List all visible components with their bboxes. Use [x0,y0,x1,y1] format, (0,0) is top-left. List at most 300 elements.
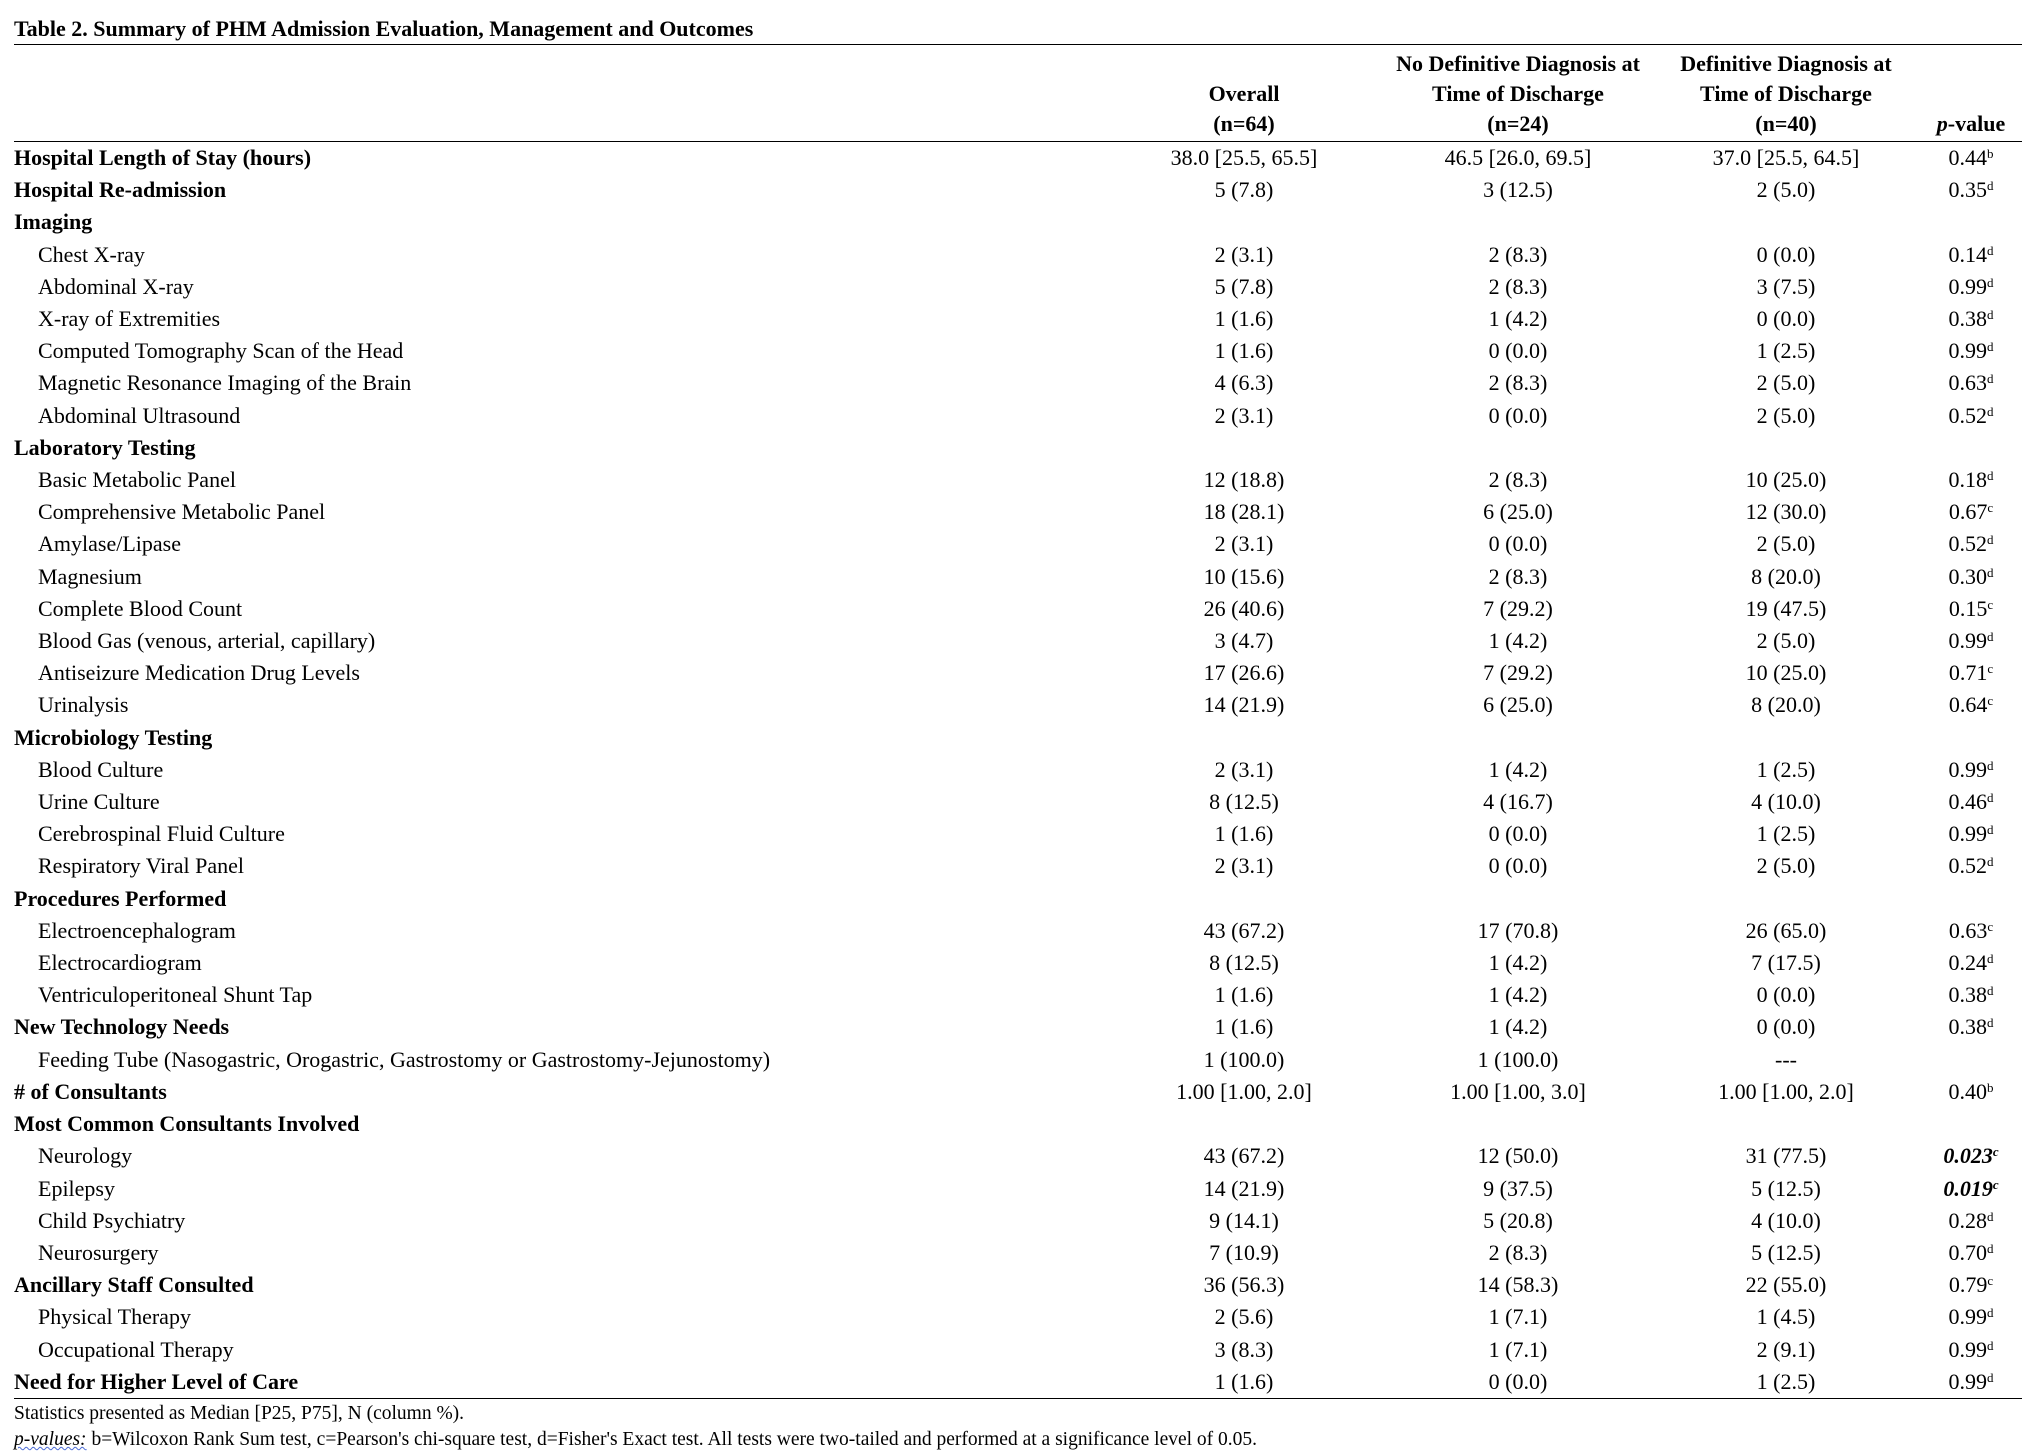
cell-no-diagnosis: 1 (4.2) [1488,950,1548,976]
cell-definitive-diagnosis: 2 (5.0) [1756,531,1816,557]
p-value-text: 0.79 [1948,1272,1988,1298]
header-diagnosis-line2: Time of Discharge [1700,81,1872,106]
footnote-pvalues-label: p-values: [14,1428,87,1450]
table-row [14,496,2022,528]
cell-p-value [1920,367,2022,399]
header-row [14,45,2022,142]
row-label: Electroencephalogram [38,917,236,943]
row-label: Urine Culture [38,789,160,815]
cell-overall: 43 (67.2) [1203,1143,1285,1169]
row-label: Chest X-ray [38,241,145,267]
p-value-test-marker: b [1987,1079,1994,1095]
cell-p-value [1920,1044,2022,1076]
cell-p-value [1920,883,2022,915]
p-value-test-marker: d [1987,371,1994,387]
cell-overall: 26 (40.6) [1203,595,1285,621]
table-row [14,657,2022,689]
p-value-text: 0.52 [1948,853,1987,879]
p-value-text: 0.38 [1948,306,1987,332]
p-value-text: 0.67 [1948,499,1988,525]
cell-no-diagnosis: 2 (8.3) [1488,241,1548,267]
p-value-text: 0.70 [1948,1239,1987,1265]
row-label: Basic Metabolic Panel [38,467,236,493]
cell-no-diagnosis: 46.5 [26.0, 69.5] [1444,145,1592,170]
row-label: Abdominal X-ray [38,273,194,299]
cell-definitive-diagnosis: 22 (55.0) [1745,1272,1827,1298]
cell-overall: 1 (1.6) [1214,1014,1274,1040]
cell-p-value [1920,979,2022,1011]
cell-overall: 3 (4.7) [1214,628,1274,654]
cell-p-value [1920,142,2022,175]
p-value-test-marker: c [1992,1176,1999,1192]
table-row [14,528,2022,560]
cell-p-value [1920,400,2022,432]
table-row [14,1140,2022,1172]
cell-p-value [1920,1076,2022,1108]
cell-overall: 2 (5.6) [1214,1304,1274,1330]
cell-p-value [1920,1108,2022,1140]
cell-definitive-diagnosis: 10 (25.0) [1745,660,1827,686]
p-value-test-marker: d [1987,1369,1994,1385]
table-row [14,1205,2022,1237]
cell-overall: 2 (3.1) [1214,853,1274,879]
cell-definitive-diagnosis: 5 (12.5) [1751,1239,1821,1265]
cell-definitive-diagnosis: 8 (20.0) [1751,692,1821,718]
table-row [14,1366,2022,1399]
cell-overall: 1 (100.0) [1203,1046,1285,1072]
cell-overall: 10 (15.6) [1203,563,1285,589]
row-label: New Technology Needs [14,1014,230,1040]
p-value-test-marker: c [1987,661,1994,677]
row-label: Imaging [14,209,93,235]
cell-no-diagnosis [1384,206,1652,238]
cell-overall: 5 (7.8) [1214,177,1274,203]
table-row [14,818,2022,850]
cell-no-diagnosis: 6 (25.0) [1483,499,1553,525]
cell-definitive-diagnosis: 0 (0.0) [1756,982,1816,1008]
table-row [14,689,2022,721]
cell-p-value [1920,818,2022,850]
table-row [14,722,2022,754]
cell-p-value [1920,528,2022,560]
table-row [14,303,2022,335]
table-row [14,979,2022,1011]
table-row [14,1269,2022,1301]
p-value-text: 0.64 [1948,692,1988,718]
p-value-test-marker: d [1987,854,1994,870]
row-label: Feeding Tube (Nasogastric, Orogastric, Gastrostomy or Gastrostomy-Jejunostomy) [38,1046,771,1072]
cell-overall: 2 (3.1) [1214,402,1274,428]
table-row [14,1173,2022,1205]
row-label: Most Common Consultants Involved [14,1111,360,1137]
cell-overall: 2 (3.1) [1214,756,1274,782]
cell-no-diagnosis: 0 (0.0) [1488,821,1548,847]
cell-definitive-diagnosis: 1 (2.5) [1756,756,1816,782]
row-label: Cerebrospinal Fluid Culture [38,821,285,847]
table-row [14,206,2022,238]
header-no-diagnosis-line2: Time of Discharge [1432,81,1604,106]
p-value-test-marker: d [1987,790,1994,806]
table-row [14,625,2022,657]
p-value-text: 0.38 [1948,1014,1987,1040]
row-label: Amylase/Lipase [38,531,181,557]
cell-no-diagnosis: 4 (16.7) [1483,789,1553,815]
p-value-test-marker: c [1987,693,1994,709]
table-row [14,335,2022,367]
row-label: Child Psychiatry [38,1207,186,1233]
cell-definitive-diagnosis: 2 (5.0) [1756,177,1816,203]
row-label: Procedures Performed [14,885,227,911]
p-value-text: 0.52 [1948,531,1987,557]
cell-overall: 8 (12.5) [1209,950,1279,976]
row-label: Need for Higher Level of Care [14,1368,299,1394]
p-value-text: 0.24 [1948,950,1987,976]
p-value-test-marker: d [1987,1240,1994,1256]
cell-no-diagnosis: 1 (7.1) [1488,1304,1548,1330]
cell-p-value [1920,335,2022,367]
table-row [14,883,2022,915]
cell-no-diagnosis: 1.00 [1.00, 3.0] [1450,1078,1586,1104]
cell-overall: 3 (8.3) [1214,1336,1274,1362]
p-value-test-marker: d [1987,178,1994,194]
cell-definitive-diagnosis: 1.00 [1.00, 2.0] [1718,1078,1854,1104]
cell-no-diagnosis: 1 (4.2) [1488,756,1548,782]
cell-p-value [1920,593,2022,625]
table-row [14,1237,2022,1269]
cell-overall: 38.0 [25.5, 65.5] [1170,145,1318,170]
p-value-text: 0.99 [1948,1304,1987,1330]
p-value-text: 0.30 [1948,563,1987,589]
cell-definitive-diagnosis [1652,432,1920,464]
cell-p-value [1920,1269,2022,1301]
cell-definitive-diagnosis: 8 (20.0) [1751,563,1821,589]
results-table [14,45,2022,1399]
table-row [14,786,2022,818]
table-body [14,142,2022,1399]
cell-definitive-diagnosis: 4 (10.0) [1751,1207,1821,1233]
row-label: Ancillary Staff Consulted [14,1272,254,1298]
header-p-value [1920,45,2022,142]
cell-p-value [1920,754,2022,786]
cell-definitive-diagnosis: 1 (4.5) [1756,1304,1816,1330]
cell-no-diagnosis: 0 (0.0) [1488,402,1548,428]
cell-no-diagnosis: 2 (8.3) [1488,273,1548,299]
table-row [14,947,2022,979]
table-row [14,850,2022,882]
cell-p-value [1920,657,2022,689]
cell-p-value [1920,1205,2022,1237]
table-row [14,174,2022,206]
cell-definitive-diagnosis: 3 (7.5) [1756,273,1816,299]
table-row [14,754,2022,786]
table-row [14,1011,2022,1043]
cell-p-value [1920,432,2022,464]
header-overall-line1: Overall [1208,81,1280,106]
cell-p-value [1920,947,2022,979]
header-no-diagnosis-line3: (n=24) [1487,111,1549,136]
table-document [14,14,2022,1453]
p-value-test-marker: d [1987,1337,1994,1353]
row-label: Epilepsy [38,1175,115,1201]
cell-overall: 14 (21.9) [1203,1175,1285,1201]
row-label: # of Consultants [14,1078,167,1104]
p-value-text: 0.63 [1948,917,1988,943]
cell-overall: 4 (6.3) [1214,370,1274,396]
header-overall-line2: (n=64) [1213,111,1275,136]
cell-overall: 2 (3.1) [1214,241,1274,267]
cell-no-diagnosis: 1 (4.2) [1488,628,1548,654]
row-label: Microbiology Testing [14,724,213,750]
p-value-test-marker: c [1987,918,1994,934]
cell-overall [1104,432,1384,464]
p-value-test-marker: d [1987,307,1994,323]
cell-definitive-diagnosis: 7 (17.5) [1751,950,1821,976]
cell-definitive-diagnosis: 5 (12.5) [1751,1175,1821,1201]
p-value-text: 0.14 [1948,241,1987,267]
p-value-test-marker: c [1987,500,1994,516]
table-row [14,367,2022,399]
cell-definitive-diagnosis: 31 (77.5) [1745,1143,1827,1169]
cell-p-value [1920,850,2022,882]
p-value-test-marker: d [1987,532,1994,548]
cell-overall: 9 (14.1) [1209,1207,1279,1233]
cell-p-value [1920,303,2022,335]
cell-no-diagnosis: 12 (50.0) [1477,1143,1559,1169]
row-label: Urinalysis [38,692,129,718]
header-definitive-diagnosis [1652,45,1920,142]
cell-p-value [1920,1173,2022,1205]
p-value-text: 0.46 [1948,789,1987,815]
p-value-test-marker: c [1992,1144,1999,1160]
cell-overall: 17 (26.6) [1203,660,1285,686]
p-value-text: 0.99 [1948,1336,1987,1362]
header-overall [1104,45,1384,142]
header-diagnosis-line1: Definitive Diagnosis at [1680,51,1892,76]
p-value-text: 0.38 [1948,982,1987,1008]
header-p-italic: p [1936,111,1948,136]
cell-no-diagnosis: 0 (0.0) [1488,853,1548,879]
cell-overall: 1 (1.6) [1214,982,1274,1008]
cell-overall: 1 (1.6) [1214,821,1274,847]
cell-no-diagnosis: 0 (0.0) [1488,531,1548,557]
p-value-text: 0.99 [1948,338,1987,364]
cell-no-diagnosis: 7 (29.2) [1483,595,1553,621]
table-row [14,1044,2022,1076]
cell-overall: 18 (28.1) [1203,499,1285,525]
cell-definitive-diagnosis: 37.0 [25.5, 64.5] [1712,145,1860,170]
p-value-text: 0.99 [1948,1368,1987,1394]
cell-p-value [1920,786,2022,818]
cell-definitive-diagnosis: 2 (5.0) [1756,402,1816,428]
cell-p-value [1920,1334,2022,1366]
row-label: Magnesium [38,563,142,589]
header-no-diagnosis-line1: No Definitive Diagnosis at [1396,51,1640,76]
p-value-text: 0.99 [1948,756,1987,782]
table-row [14,432,2022,464]
p-value-test-marker: c [1987,596,1994,612]
p-value-test-marker: d [1987,564,1994,580]
row-label: Respiratory Viral Panel [38,853,245,879]
cell-definitive-diagnosis: 12 (30.0) [1745,499,1827,525]
cell-no-diagnosis: 1 (7.1) [1488,1336,1548,1362]
cell-no-diagnosis: 2 (8.3) [1488,1239,1548,1265]
cell-overall: 1.00 [1.00, 2.0] [1176,1078,1312,1104]
cell-definitive-diagnosis: 2 (5.0) [1756,853,1816,879]
row-label: Physical Therapy [38,1304,191,1330]
cell-overall [1104,722,1384,754]
cell-definitive-diagnosis: 2 (5.0) [1756,370,1816,396]
p-value-text: 0.99 [1948,628,1987,654]
p-value-text: 0.019 [1943,1175,1993,1201]
cell-definitive-diagnosis: 1 (2.5) [1756,1368,1816,1394]
cell-overall: 12 (18.8) [1203,467,1285,493]
cell-overall: 1 (1.6) [1214,306,1274,332]
table-row [14,561,2022,593]
row-label: Computed Tomography Scan of the Head [38,338,404,364]
cell-definitive-diagnosis [1652,206,1920,238]
cell-overall: 8 (12.5) [1209,789,1279,815]
p-value-test-marker: d [1987,468,1994,484]
cell-overall: 14 (21.9) [1203,692,1285,718]
p-value-text: 0.52 [1948,402,1987,428]
row-label: Complete Blood Count [38,595,243,621]
p-value-test-marker: d [1987,242,1994,258]
p-value-text: 0.99 [1948,273,1987,299]
row-label: Blood Gas (venous, arterial, capillary) [38,628,376,654]
cell-p-value [1920,206,2022,238]
table-row [14,1301,2022,1333]
p-value-test-marker: d [1987,629,1994,645]
cell-no-diagnosis: 7 (29.2) [1483,660,1553,686]
cell-p-value [1920,496,2022,528]
cell-definitive-diagnosis: 19 (47.5) [1745,595,1827,621]
header-diagnosis-line3: (n=40) [1755,111,1817,136]
header-no-diagnosis [1384,45,1652,142]
table-row [14,464,2022,496]
p-value-text: 0.18 [1948,467,1987,493]
row-label: Neurosurgery [38,1239,159,1265]
cell-no-diagnosis: 2 (8.3) [1488,370,1548,396]
cell-overall: 7 (10.9) [1209,1239,1279,1265]
p-value-text: 0.44 [1948,145,1987,170]
cell-no-diagnosis: 0 (0.0) [1488,1368,1548,1394]
cell-definitive-diagnosis: 2 (9.1) [1756,1336,1816,1362]
cell-definitive-diagnosis: 0 (0.0) [1756,1014,1816,1040]
cell-definitive-diagnosis: 4 (10.0) [1751,789,1821,815]
table-row [14,271,2022,303]
cell-definitive-diagnosis: 1 (2.5) [1756,338,1816,364]
table-row [14,239,2022,271]
cell-no-diagnosis: 14 (58.3) [1477,1272,1559,1298]
cell-overall: 5 (7.8) [1214,273,1274,299]
row-label: Antiseizure Medication Drug Levels [38,660,360,686]
p-value-test-marker: d [1987,983,1994,999]
p-value-text: 0.40 [1948,1078,1987,1104]
table-row [14,1076,2022,1108]
cell-no-diagnosis: 3 (12.5) [1483,177,1553,203]
cell-p-value [1920,561,2022,593]
cell-overall: 2 (3.1) [1214,531,1274,557]
row-label: Electrocardiogram [38,950,202,976]
header-p-rest: -value [1947,111,2006,136]
cell-no-diagnosis [1384,1108,1652,1140]
p-value-test-marker: d [1987,1015,1994,1031]
cell-p-value [1920,915,2022,947]
cell-definitive-diagnosis: 26 (65.0) [1745,917,1827,943]
cell-overall: 36 (56.3) [1203,1272,1285,1298]
cell-no-diagnosis [1384,883,1652,915]
footnote-pvalues-text: b=Wilcoxon Rank Sum test, c=Pearson's chi-square test, d=Fisher's Exact test. All tests were two-tailed and performed at a significance level of 0.05. [86,1428,1258,1450]
p-value-test-marker: d [1987,274,1994,290]
cell-p-value [1920,464,2022,496]
cell-no-diagnosis: 9 (37.5) [1483,1175,1553,1201]
cell-definitive-diagnosis: 1 (2.5) [1756,821,1816,847]
p-value-test-marker: c [1987,1273,1994,1289]
p-value-test-marker: b [1987,146,1994,161]
row-label: Occupational Therapy [38,1336,234,1362]
cell-no-diagnosis: 1 (4.2) [1488,1014,1548,1040]
row-label: Abdominal Ultrasound [38,402,241,428]
cell-p-value [1920,1011,2022,1043]
cell-no-diagnosis: 6 (25.0) [1483,692,1553,718]
table-row [14,1334,2022,1366]
p-value-test-marker: d [1987,757,1994,773]
cell-p-value [1920,1237,2022,1269]
cell-definitive-diagnosis: 10 (25.0) [1745,467,1827,493]
cell-p-value [1920,239,2022,271]
cell-no-diagnosis [1384,722,1652,754]
p-value-test-marker: d [1987,339,1994,355]
table-caption: Table 2. Summary of PHM Admission Evaluation, Management and Outcomes [14,14,2022,45]
cell-overall [1104,883,1384,915]
table-row [14,915,2022,947]
cell-definitive-diagnosis [1652,722,1920,754]
row-label: Blood Culture [38,756,164,782]
footnote-statistics: Statistics presented as Median [P25, P75], N (column %). [14,1402,465,1424]
cell-p-value [1920,689,2022,721]
cell-p-value [1920,625,2022,657]
cell-no-diagnosis: 0 (0.0) [1488,338,1548,364]
p-value-test-marker: d [1987,403,1994,419]
cell-overall: 1 (1.6) [1214,1368,1274,1394]
cell-p-value [1920,271,2022,303]
row-label: Magnetic Resonance Imaging of the Brain [38,370,412,396]
p-value-text: 0.35 [1948,177,1987,203]
row-label: Hospital Re-admission [14,177,227,203]
p-value-text: 0.28 [1948,1207,1987,1233]
row-label: X-ray of Extremities [38,306,221,332]
row-label: Ventriculoperitoneal Shunt Tap [38,982,313,1008]
row-label: Hospital Length of Stay (hours) [14,145,312,170]
table-row [14,142,2022,175]
cell-p-value [1920,174,2022,206]
p-value-text: 0.63 [1948,370,1987,396]
cell-overall [1104,206,1384,238]
table-footnotes [14,1401,2022,1453]
p-value-text: 0.71 [1948,660,1988,686]
p-value-text: 0.023 [1943,1143,1993,1169]
table-row [14,400,2022,432]
cell-no-diagnosis: 1 (100.0) [1477,1046,1559,1072]
cell-no-diagnosis: 5 (20.8) [1483,1207,1553,1233]
row-label: Laboratory Testing [14,434,196,460]
footnote-pvalues [14,1427,2022,1453]
cell-no-diagnosis: 17 (70.8) [1477,917,1559,943]
p-value-test-marker: d [1987,951,1994,967]
cell-no-diagnosis: 2 (8.3) [1488,563,1548,589]
cell-no-diagnosis: 2 (8.3) [1488,467,1548,493]
cell-p-value [1920,1301,2022,1333]
